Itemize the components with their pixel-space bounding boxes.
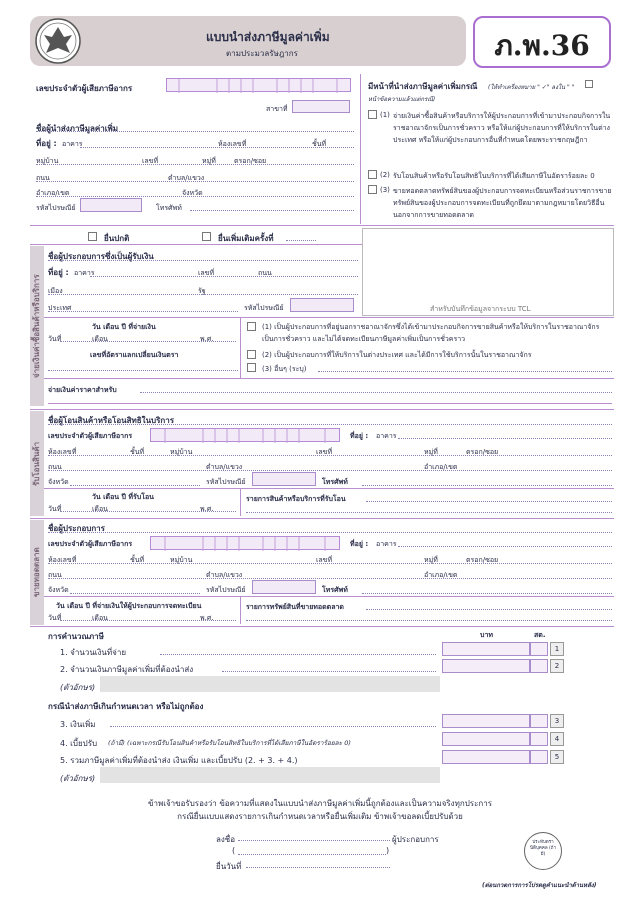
footer-note: (ต่อนกวดการการโปรดดูคำแนะนำด้านหลัง): [482, 882, 597, 889]
s3-postcode-label: รหัสไปรษณีย์: [206, 586, 246, 594]
calc-line4-satang[interactable]: [530, 732, 548, 746]
s2-transferor-label: ชื่อผู้โอนสินค้าหรือโอนสิทธิในบริการ: [48, 416, 175, 425]
s1-address-label: ที่อยู่ :: [48, 268, 69, 277]
calc-line3-satang[interactable]: [530, 714, 548, 728]
s2-year: พ.ศ.: [200, 505, 214, 513]
section-2-tab: รับโอนสินค้า: [30, 411, 44, 516]
s1-address-line2[interactable]: [48, 294, 358, 295]
payer-postcode-input[interactable]: [80, 198, 142, 212]
s1-opt1-text: (1) เป็นผู้ประกอบการที่อยู่นอกราชอาณาจักรซึ่งได้เข้ามาประกอบกิจการขายสินค้าหรือให้บริการในราชอาณาจักรเป็นการชั่วคราว และไม่ได้จดทะเบียนภาษีมูลค่าเพิ่มเป็นการชั่วคราว: [262, 323, 600, 343]
s2-soi: ตรอก/ซอย: [466, 448, 499, 456]
s3-day: วันที่: [48, 614, 62, 622]
sign-name-field[interactable]: [238, 854, 386, 855]
s3-district: อำเภอ/เขต: [424, 571, 458, 579]
s1-receiver-label: ชื่อผู้ประกอบการซึ่งเป็นผู้รับเงิน: [48, 252, 154, 261]
s3-operator-label: ชื่อผู้ประกอบการ: [48, 524, 105, 533]
s2-address-line1[interactable]: [48, 455, 612, 456]
s3-date-field[interactable]: [60, 620, 236, 621]
s2-phone-field[interactable]: [362, 485, 612, 486]
s1-address-line1[interactable]: [90, 276, 358, 277]
s1-payment-line: [48, 403, 612, 404]
s1-postcode-label: รหัสไปรษณีย์: [244, 304, 284, 312]
s3-asset-list-field-2[interactable]: [246, 620, 612, 621]
calc-letters2-field[interactable]: [100, 767, 440, 783]
s1-country-field[interactable]: [48, 311, 238, 312]
duty-option-3-text: ขายทอดตลาดทรัพย์สินของผู้ประกอบการจดทะเบียนหรือส่วนราชการขายทรัพย์สินของผู้ประกอบการจดทะเบียนที่ถูกยึดมาตามกฎหมายโดยวิธีอื่น นอกจากการขายทอดตลาด: [393, 187, 612, 219]
s1-building: อาคาร: [74, 269, 95, 277]
s3-village: หมู่บ้าน: [170, 556, 193, 564]
calc-line3-baht[interactable]: [442, 714, 530, 728]
payer-tax-id-label: เลขประจำตัวผู้เสียภาษีอากร: [36, 84, 133, 93]
company-stamp-text: ประทับตรานิติบุคคล (ถ้ามี): [529, 840, 557, 857]
calc-line2-num: 2: [550, 659, 564, 673]
s3-building: อาคาร: [376, 540, 397, 548]
s2-address-label: ที่อยู่ :: [350, 432, 369, 440]
payer-number: เลขที่: [142, 157, 159, 165]
s1-forex-label: เลขที่อัตราแลกเปลี่ยนเงินตรา: [90, 351, 179, 359]
s2-road: ถนน: [48, 463, 62, 471]
tcl-note: สำหรับบันทึกข้อมูลจากระบบ TCL: [430, 305, 531, 313]
s3-building-field[interactable]: [398, 546, 612, 547]
section-3-tab: ขายทอดตลาด: [30, 520, 44, 625]
duty-hint-checkbox: [585, 80, 593, 88]
duty-option-3-checkbox[interactable]: [368, 185, 377, 194]
s1-country: ประเทศ: [48, 304, 72, 312]
section-1-top: [30, 244, 362, 245]
duty-option-2-text: รับโอนสินค้าหรือรับโอนสิทธิในบริการที่ได้เสียภาษีในอัตราร้อยละ 0: [393, 172, 595, 180]
payer-soi: ตรอก/ซอย: [234, 157, 267, 165]
s1-pay-date-label: วัน เดือน ปี ที่จ่ายเงิน: [92, 323, 156, 331]
s3-tax-id-boxes[interactable]: [150, 536, 340, 550]
garuda-emblem-icon: [34, 17, 82, 65]
form-code: ภ.พ.36: [494, 29, 590, 62]
payer-phone-label: โทรศัพท์: [156, 204, 182, 212]
s2-postcode-input[interactable]: [252, 472, 316, 486]
s3-postcode-input[interactable]: [252, 580, 316, 594]
duty-option-1-num: (1): [380, 111, 390, 119]
sign-field[interactable]: [238, 840, 390, 841]
s3-moo: หมู่ที่: [424, 556, 438, 564]
s2-district: อำเภอ/เขต: [424, 463, 458, 471]
calc-line1-label: 1. จำนวนเงินที่จ่าย: [60, 648, 127, 657]
duty-option-1-text: จ่ายเงินค่าซื้อสินค้าหรือบริการให้ผู้ประกอบการที่เข้ามาประกอบกิจการในราชอาณาจักรเป็นการชั่วคราว หรือให้แก่ผู้ประกอบการที่ให้บริการในต่างประเทศ หรือให้แก่ผู้ประกอบการอื่นที่กำหนดโดยพระราชกฤษฎีกา: [393, 112, 611, 144]
section-1-tab: จ่ายเงินค่าซื้อสินค้าหรือบริการ: [30, 246, 44, 406]
s1-year: พ.ศ.: [200, 335, 214, 343]
payer-branch-input[interactable]: [292, 100, 350, 113]
s2-address-line2[interactable]: [48, 470, 612, 471]
s3-address-line1[interactable]: [48, 563, 612, 564]
calc-line5-label: 5. รวมภาษีมูลค่าเพิ่มที่ต้องนำส่ง เงินเพิ่ม และเบี้ยปรับ (2. + 3. + 4.): [60, 756, 298, 765]
payer-district: อำเภอ/เขต: [36, 189, 70, 197]
declaration-line1: ข้าพเจ้าขอรับรองว่า ข้อความที่แสดงในแบบนำส่งภาษีมูลค่าเพิ่มนี้ถูกต้องและเป็นความจริงทุกประการ: [147, 799, 493, 808]
submit-date-label: ยื่นวันที่: [216, 862, 242, 871]
filing-normal-label: ยื่นปกติ: [104, 234, 130, 243]
calc-line4-label: 4. เบี้ยปรับ: [60, 739, 98, 748]
s2-tax-id-boxes[interactable]: [150, 428, 340, 442]
payer-room: ห้องเลขที่: [218, 140, 247, 148]
tcl-box: [362, 228, 614, 316]
s2-day: วันที่: [48, 505, 62, 513]
s2-room: ห้องเลขที่: [48, 448, 77, 456]
calc-line2-label: 2. จำนวนเงินภาษีมูลค่าเพิ่มที่ต้องนำส่ง: [60, 665, 194, 674]
s3-operator-field[interactable]: [48, 532, 612, 533]
calc-line3-leader: [110, 726, 436, 727]
s3-number: เลขที่: [316, 556, 333, 564]
s1-opt3-checkbox[interactable]: [247, 363, 256, 372]
s1-month: เดือน: [92, 335, 108, 343]
payer-name-label: ชื่อผู้นำส่งภาษีมูลค่าเพิ่ม: [36, 124, 119, 133]
s3-month: เดือน: [92, 614, 108, 622]
s3-floor: ชั้นที่: [130, 556, 145, 564]
header-bottom-divider: [30, 225, 614, 226]
s3-asset-list-label: รายการทรัพย์สินที่ขายทอดตลาด: [246, 603, 344, 611]
s2-vertical-divider: [240, 488, 241, 516]
payer-address-line3[interactable]: [36, 181, 354, 182]
s1-forex-field[interactable]: [48, 370, 238, 371]
calc-line4-baht[interactable]: [442, 732, 530, 746]
s3-pay-date-label: วัน เดือน ปี ที่จ่ายเงินให้ผู้ประกอบการจดทะเบียน: [56, 602, 202, 610]
s1-city: เมือง: [48, 287, 63, 295]
section-2-top: [30, 409, 614, 410]
s1-payment-for-label: จ่ายเงินค่าราคาสำหรับ: [48, 386, 117, 394]
calc-line1-satang[interactable]: [530, 642, 548, 656]
s3-tax-id-label: เลขประจำตัวผู้เสียภาษีอากร: [48, 540, 133, 548]
calc-line4-num: 4: [550, 732, 564, 746]
s3-mid-divider: [44, 596, 614, 597]
s1-date-field[interactable]: [60, 341, 236, 342]
s1-payment-divider: [44, 378, 614, 379]
calc-line5-satang[interactable]: [530, 750, 548, 764]
s2-floor: ชั้นที่: [130, 448, 145, 456]
s1-opt3-text: (3) อื่นๆ (ระบุ): [262, 365, 307, 373]
s1-payment-for-field[interactable]: [140, 392, 612, 393]
s2-mid-divider: [44, 488, 614, 489]
s1-mid-divider: [44, 317, 614, 318]
s2-date-field[interactable]: [60, 511, 236, 512]
payer-tax-id-boxes[interactable]: [166, 78, 351, 92]
s2-tax-id-label: เลขประจำตัวผู้เสียภาษีอากร: [48, 432, 133, 440]
filing-normal-checkbox[interactable]: [88, 232, 97, 241]
s3-asset-list-field[interactable]: [366, 609, 612, 610]
s3-province: จังหวัด: [48, 586, 69, 594]
payer-address-label: ที่อยู่ :: [36, 139, 57, 148]
payer-name-field[interactable]: [36, 131, 354, 132]
s2-goods-list-field[interactable]: [366, 501, 612, 502]
s2-province: จังหวัด: [48, 478, 69, 486]
section-3-bottom: [30, 626, 614, 627]
s3-vertical-divider: [240, 596, 241, 624]
calc-line1-baht[interactable]: [442, 642, 530, 656]
payer-building: อาคาร: [62, 140, 83, 148]
s3-province-field[interactable]: [70, 593, 200, 594]
sign-paren-open: (: [232, 846, 236, 855]
calc-line5-num: 5: [550, 750, 564, 764]
submit-date-field[interactable]: [246, 867, 390, 868]
calc-late-heading: กรณีนำส่งภาษีเกินกำหนดเวลา หรือไม่ถูกต้อง: [48, 702, 204, 711]
s1-postcode-input[interactable]: [290, 298, 354, 312]
s3-year: พ.ศ.: [200, 614, 214, 622]
s1-day: วันที่: [48, 335, 62, 343]
header-divider: [360, 74, 361, 224]
s2-village: หมู่บ้าน: [170, 448, 193, 456]
s1-opt2-checkbox[interactable]: [247, 350, 256, 359]
duty-hint: (ให้ทำเครื่องหมาย " ✓" ลงใน " ": [488, 84, 575, 91]
calc-line1-num: 1: [550, 642, 564, 656]
s1-road: ถนน: [258, 269, 272, 277]
payer-branch-label: สาขาที่: [266, 105, 288, 113]
payer-floor: ชั้นที่: [312, 140, 327, 148]
s3-phone-field[interactable]: [362, 593, 612, 594]
form-title: แบบนำส่งภาษีมูลค่าเพิ่ม: [206, 30, 330, 44]
payer-province: จังหวัด: [182, 189, 203, 197]
s1-opt3-field[interactable]: [318, 371, 612, 372]
payer-address-line1[interactable]: [80, 147, 354, 148]
s1-opt2-text: (2) เป็นผู้ประกอบการที่ให้บริการในต่างประเทศ และได้มีการใช้บริการนั้นในราชอาณาจักร: [262, 351, 532, 359]
filing-additional-checkbox[interactable]: [202, 232, 211, 241]
sign-paren-close: ): [386, 846, 390, 855]
filing-additional-number[interactable]: [286, 240, 316, 241]
s2-moo: หมู่ที่: [424, 448, 438, 456]
s2-transferor-field[interactable]: [48, 424, 612, 425]
sign-operator-label: ผู้ประกอบการ: [392, 835, 439, 844]
calc-letters2-label: (ตัวอักษร): [60, 774, 96, 783]
s2-building: อาคาร: [376, 432, 397, 440]
calc-line3-label: 3. เงินเพิ่ม: [60, 720, 96, 729]
payer-phone-field[interactable]: [190, 210, 354, 211]
s2-subdistrict: ตำบล/แขวง: [206, 463, 243, 471]
declaration-line2: กรณียื่นแบบแสดงรายการเกินกำหนดเวลาหรือยื่นเพิ่มเติม ข้าพเจ้าขอลดเบี้ยปรับด้วย: [177, 812, 463, 821]
duty-option-3-num: (3): [380, 186, 390, 194]
payer-address-line4[interactable]: [36, 196, 354, 197]
section-3-top: [30, 518, 614, 519]
s1-receiver-field[interactable]: [48, 260, 358, 261]
s2-recv-date-label: วัน เดือน ปี ที่รับโอน: [92, 493, 154, 501]
calc-satang-header: สต.: [534, 631, 546, 639]
filing-additional-label: ยื่นเพิ่มเติมครั้งที่: [218, 234, 274, 243]
s2-goods-list-label: รายการสินค้าหรือบริการที่รับโอน: [246, 495, 346, 503]
s3-subdistrict: ตำบล/แขวง: [206, 571, 243, 579]
calc-line2-baht[interactable]: [442, 659, 530, 673]
calc-line1-leader: [160, 654, 436, 655]
payer-address-line2[interactable]: [36, 164, 354, 165]
s2-month: เดือน: [92, 505, 108, 513]
s1-opt1-checkbox[interactable]: [247, 322, 256, 331]
s3-address-line2[interactable]: [48, 578, 612, 579]
calc-line2-leader: [222, 671, 436, 672]
s3-phone-label: โทรศัพท์: [322, 586, 348, 594]
sign-label: ลงชื่อ: [216, 835, 236, 844]
calc-baht-header: บาท: [480, 631, 493, 639]
s3-address-label: ที่อยู่ :: [350, 540, 369, 548]
payer-village: หมู่บ้าน: [36, 157, 59, 165]
form-subtitle: ตามประมวลรัษฎากร: [226, 49, 298, 58]
duty-heading: มีหน้าที่นำส่งภาษีมูลค่าเพิ่มกรณี: [368, 82, 478, 91]
calc-letters-label: (ตัวอักษร): [60, 683, 96, 692]
s1-vertical-divider: [240, 318, 241, 378]
s2-number: เลขที่: [316, 448, 333, 456]
calc-line4-note: (ถ้ามี) (เฉพาะกรณีรับโอนสินค้าหรือรับโอนสิทธิในบริการที่ได้เสียภาษีในอัตราร้อยละ 0): [108, 739, 351, 747]
s3-road: ถนน: [48, 571, 62, 579]
payer-moo: หมู่ที่: [202, 157, 216, 165]
s1-number: เลขที่: [198, 269, 215, 277]
calc-heading: การคำนวณภาษี: [48, 632, 104, 641]
duty-option-2-checkbox[interactable]: [368, 170, 377, 179]
calc-letters-field[interactable]: [100, 676, 440, 692]
s3-room: ห้องเลขที่: [48, 556, 77, 564]
s2-building-field[interactable]: [398, 438, 612, 439]
s2-phone-label: โทรศัพท์: [322, 478, 348, 486]
duty-hint-2: หน้าข้อความแล้วแต่กรณี): [368, 96, 436, 103]
payer-subdistrict: ตำบล/แขวง: [168, 174, 205, 182]
s2-goods-list-field-2[interactable]: [246, 512, 612, 513]
s3-soi: ตรอก/ซอย: [466, 556, 499, 564]
s1-state: รัฐ: [198, 287, 206, 295]
duty-option-1-checkbox[interactable]: [368, 110, 377, 119]
payer-road: ถนน: [36, 174, 50, 182]
s2-province-field[interactable]: [70, 485, 200, 486]
calc-line3-num: 3: [550, 714, 564, 728]
duty-option-2-num: (2): [380, 171, 390, 179]
s2-postcode-label: รหัสไปรษณีย์: [206, 478, 246, 486]
payer-postcode-label: รหัสไปรษณีย์: [36, 204, 76, 212]
calc-line2-satang[interactable]: [530, 659, 548, 673]
calc-line5-baht[interactable]: [442, 750, 530, 764]
